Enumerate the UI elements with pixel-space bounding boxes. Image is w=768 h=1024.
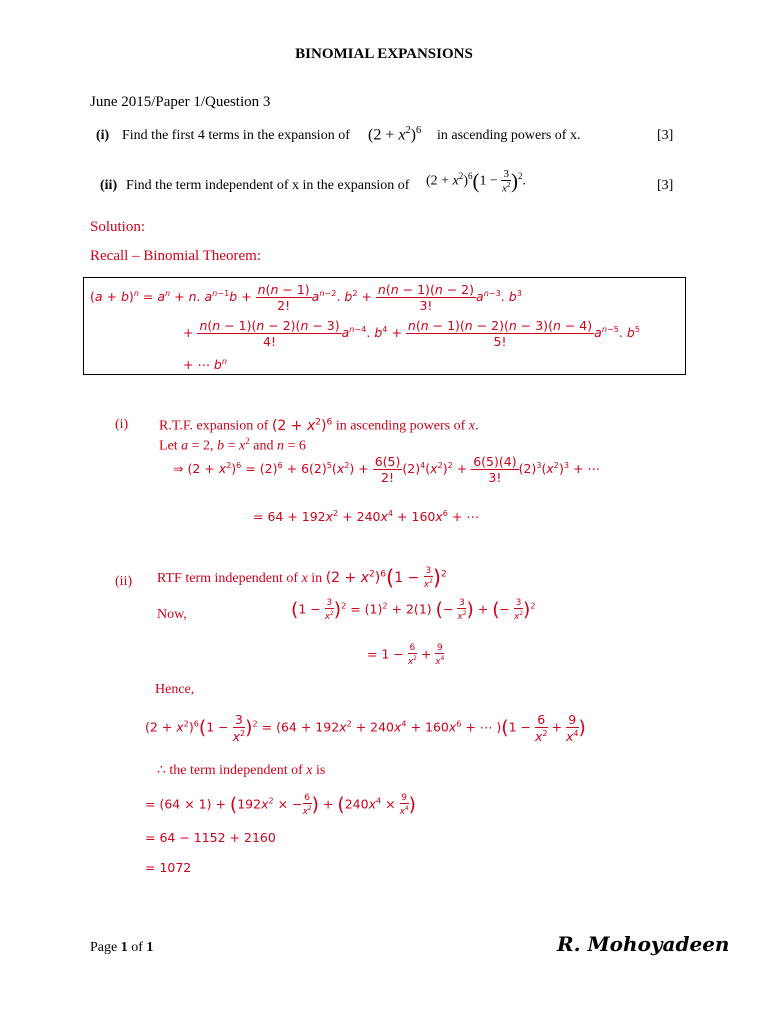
hence-label: Hence, xyxy=(155,682,195,697)
theorem-line-3: + ⋯ $b^n$ xyxy=(183,356,227,373)
part-ii-label: (ii) xyxy=(115,574,133,589)
hence-expression: $(2 + x^2)^6(1$ − $\frac{3}{x^2}$ )$^2 = (64 + 192x^2 + 240x^4 + 160x^6$ + ⋯ )(1 − $\frac{6}{x^2}$ + $\frac{9}{x^4}$ ) xyxy=(145,712,586,745)
marks: [3] xyxy=(657,178,674,193)
part-i-label: (i) xyxy=(115,417,129,432)
marks: [3] xyxy=(657,128,674,143)
question-expr: $(2 + x^2)^6(1$ − $\frac{3}{x^2}$ )$^2$. xyxy=(426,168,526,195)
step-1: = $(64 \times 1) + (192x^2$ × − $\frac{6}{x^2}$ ) + ($240x^4$ × $\frac{9}{x^4}$ ) xyxy=(145,793,416,817)
step-3: = 1072 xyxy=(145,860,192,875)
step-2: = 64 − 1152 + 2160 xyxy=(145,830,276,845)
part-ii-line-1: RTF term independent of x in $(2 + x^2)^6(1$ − $\frac{3}{x^2}$ )$^2$ xyxy=(157,566,447,590)
theorem-line-1: $(a + b)^n = a^n + n$. $a^{n-1}b$ + $\frac{n(n - 1)}{2!}$ $a^{n-2}$. $b^2$ + $\frac{n(n - 1)(n - 2)}{3!}$ $a^{n-3}$. $b^3$ xyxy=(90,282,522,313)
page-number: Page 1 of 1 xyxy=(90,940,154,955)
page-title: BINOMIAL EXPANSIONS xyxy=(295,46,473,62)
question-text: Find the term independent of x in the expansion of xyxy=(126,178,410,193)
part-i-line-2: Let a = 2, $b = x^2$ and n = 6 xyxy=(159,436,306,454)
now-label: Now, xyxy=(157,607,187,622)
therefore-line: ∴ the term independent of x is xyxy=(157,763,326,778)
part-i-line-1: R.T.F. expansion of $(2 + x^2)^6$ in ascending powers of x. xyxy=(159,417,479,434)
question-expr: $(2 + x^2)^6$ xyxy=(368,125,422,144)
question-label: (ii) xyxy=(100,178,118,193)
solution-heading: Solution: xyxy=(90,219,146,235)
now-result: = 1 − $\frac{6}{x^2}$ + $\frac{9}{x^4}$ xyxy=(367,643,445,667)
part-i-result: = $64 + 192x^2 + 240x^4 + 160x^6$ + ⋯ xyxy=(253,508,479,525)
part-i-line-3: ⇒ $(2 + x^2)^6 = (2)^6 + 6(2)^5(x^2)$ + $\frac{6(5)}{2!}$ $(2)^4(x^2)^2$ + $\frac{6(5)(4)}{3!}$ $(2)^3(x^2)^3$ + ⋯ xyxy=(173,454,600,485)
question-label: (i) xyxy=(96,128,110,143)
now-expression: (1 − $\frac{3}{x^2}$ )$^2 = (1)^2 + 2(1)$ (− $\frac{3}{x^2}$ ) + (− $\frac{3}{x^2}$ )$^2$ xyxy=(291,598,536,622)
author-signature: R. Mohoyadeen xyxy=(557,932,730,956)
theorem-line-2: + $\frac{n(n - 1)(n - 2)(n - 3)}{4!}$ $a^{n-4}$. $b^4$ + $\frac{n(n - 1)(n - 2)(n - 3)(n - 4)}{5!}$ $a^{n-5}$. $b^5$ xyxy=(183,318,640,349)
question-tail: in ascending powers of x. xyxy=(437,128,581,143)
question-source: June 2015/Paper 1/Question 3 xyxy=(90,94,271,110)
question-text: Find the first 4 terms in the expansion of xyxy=(122,128,350,143)
recall-heading: Recall – Binomial Theorem: xyxy=(90,248,261,264)
